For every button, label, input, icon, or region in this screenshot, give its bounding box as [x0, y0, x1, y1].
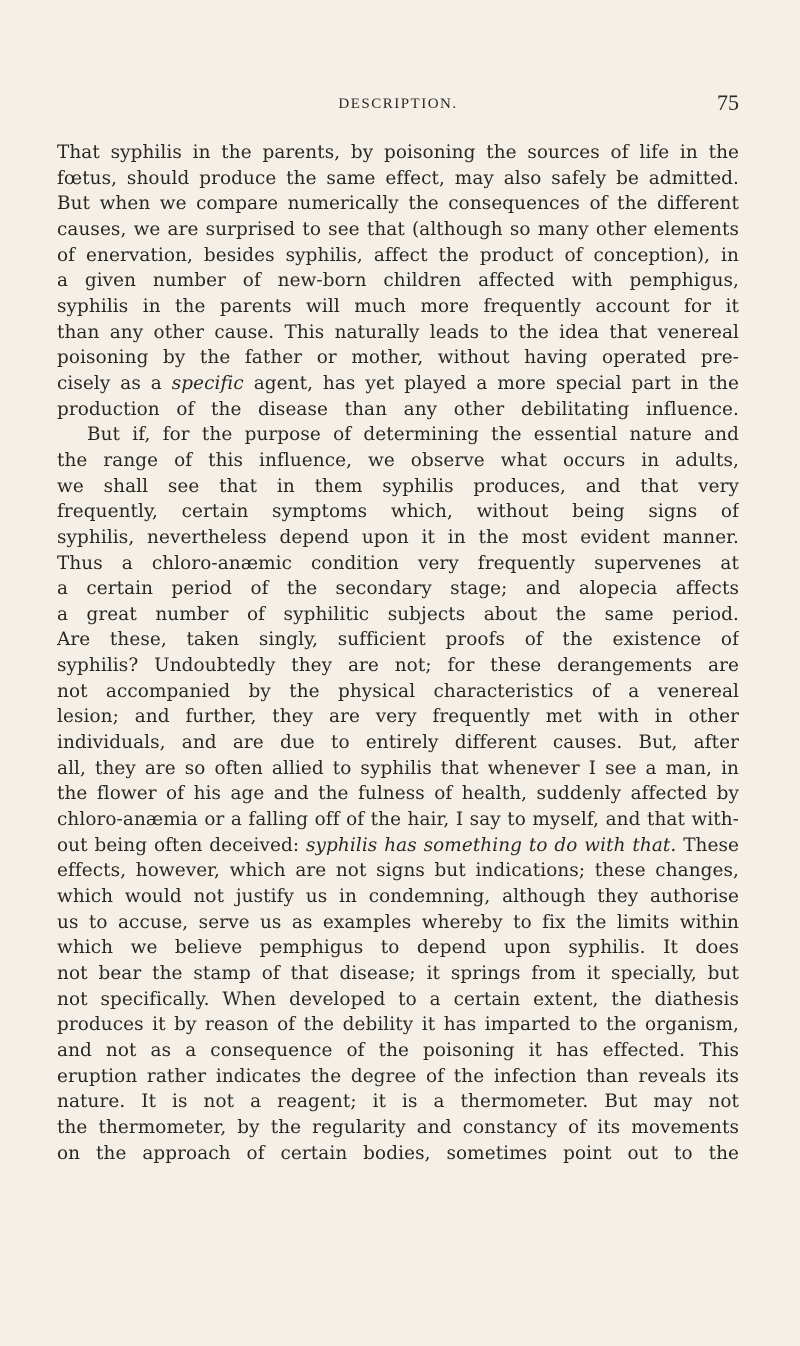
text-line: chloro-anæmia or a falling off of the hair, I say to myself, and that with- [57, 809, 739, 831]
text-line: a given number of new-born children affected with pemphigus, [57, 270, 739, 292]
text-line: That syphilis in the parents, by poisoning the sources of life in the [57, 142, 739, 163]
text-line: out being often deceived: syphilis has something to do with that. These [57, 834, 739, 856]
text-line: which we believe pemphigus to depend upon syphilis. It does [57, 937, 739, 959]
text-line: cisely as a specific agent, has yet played a more special part in the [57, 372, 739, 394]
page-header [57, 92, 739, 120]
text-line: the thermometer, by the regularity and constancy of its movements [57, 1116, 739, 1138]
text-line: and not as a consequence of the poisoning it has effected. This [57, 1039, 739, 1061]
text-line: eruption rather indicates the degree of the infection than reveals its [57, 1065, 739, 1087]
text-line: which would not justify us in condemning, although they authorise [57, 886, 739, 908]
text-line: than any other cause. This naturally leads to the idea that venereal [57, 321, 739, 343]
text-line: individuals, and are due to entirely different causes. But, after [57, 732, 739, 754]
text-line: us to accuse, serve us as examples whereby to fix the limits within [57, 911, 739, 933]
text-line: frequently, certain symptoms which, without being signs of [57, 501, 739, 523]
text-line: nature. It is not a reagent; it is a thermometer. But may not [57, 1091, 739, 1113]
text-line: causes, we are surprised to see that (although so many other elements [57, 218, 739, 240]
running-head: DESCRIPTION. [338, 96, 458, 112]
italic-phrase: specific [171, 372, 244, 394]
text-line: But when we compare numerically the consequences of the different [57, 193, 739, 215]
text-line: on the approach of certain bodies, sometimes point out to the [57, 1142, 739, 1164]
text-line: a great number of syphilitic subjects about the same period. [57, 603, 739, 625]
text-line: of enervation, besides syphilis, affect the product of conception), in [57, 244, 739, 266]
text-line: produces it by reason of the debility it has imparted to the organism, [57, 1014, 739, 1036]
text-line: lesion; and further, they are very frequently met with in other [57, 706, 739, 728]
text-line: poisoning by the father or mother, without having operated pre- [57, 347, 739, 369]
text-line: syphilis, nevertheless depend upon it in the most evident manner. [57, 526, 739, 548]
text-line: we shall see that in them syphilis produces, and that very [57, 475, 739, 497]
text-line: effects, however, which are not signs but indications; these changes, [57, 860, 739, 882]
text-line: not accompanied by the physical characteristics of a venereal [57, 680, 739, 702]
italic-phrase: syphilis has something to do with that. [306, 834, 677, 856]
text-line: syphilis? Undoubtedly they are not; for these derangements are [57, 655, 739, 677]
text-line: syphilis in the parents will much more frequently account for it [57, 295, 739, 317]
text-line: not bear the stamp of that disease; it springs from it specially, but [57, 963, 739, 984]
text-line: not specifically. When developed to a certain extent, the diathesis [57, 988, 739, 1010]
page-number: 75 [717, 90, 739, 115]
text-line: fœtus, should produce the same effect, may also safely be admitted. [57, 167, 739, 189]
text-line: a certain period of the secondary stage; and alopecia affects [57, 578, 739, 600]
body-text [57, 140, 739, 1166]
text-line: But if, for the purpose of determining the essential nature and [87, 424, 739, 446]
text-line: Are these, taken singly, sufficient proofs of the existence of [57, 629, 739, 651]
text-line: the range of this influence, we observe what occurs in adults, [57, 449, 739, 471]
text-line: all, they are so often allied to syphilis that whenever I see a man, in [57, 757, 739, 779]
text-line: the flower of his age and the fulness of health, suddenly affected by [57, 783, 739, 805]
text-line: production of the disease than any other debilitating influence. [57, 398, 739, 420]
text-line: Thus a chloro-anæmic condition very frequently supervenes at [57, 552, 739, 574]
